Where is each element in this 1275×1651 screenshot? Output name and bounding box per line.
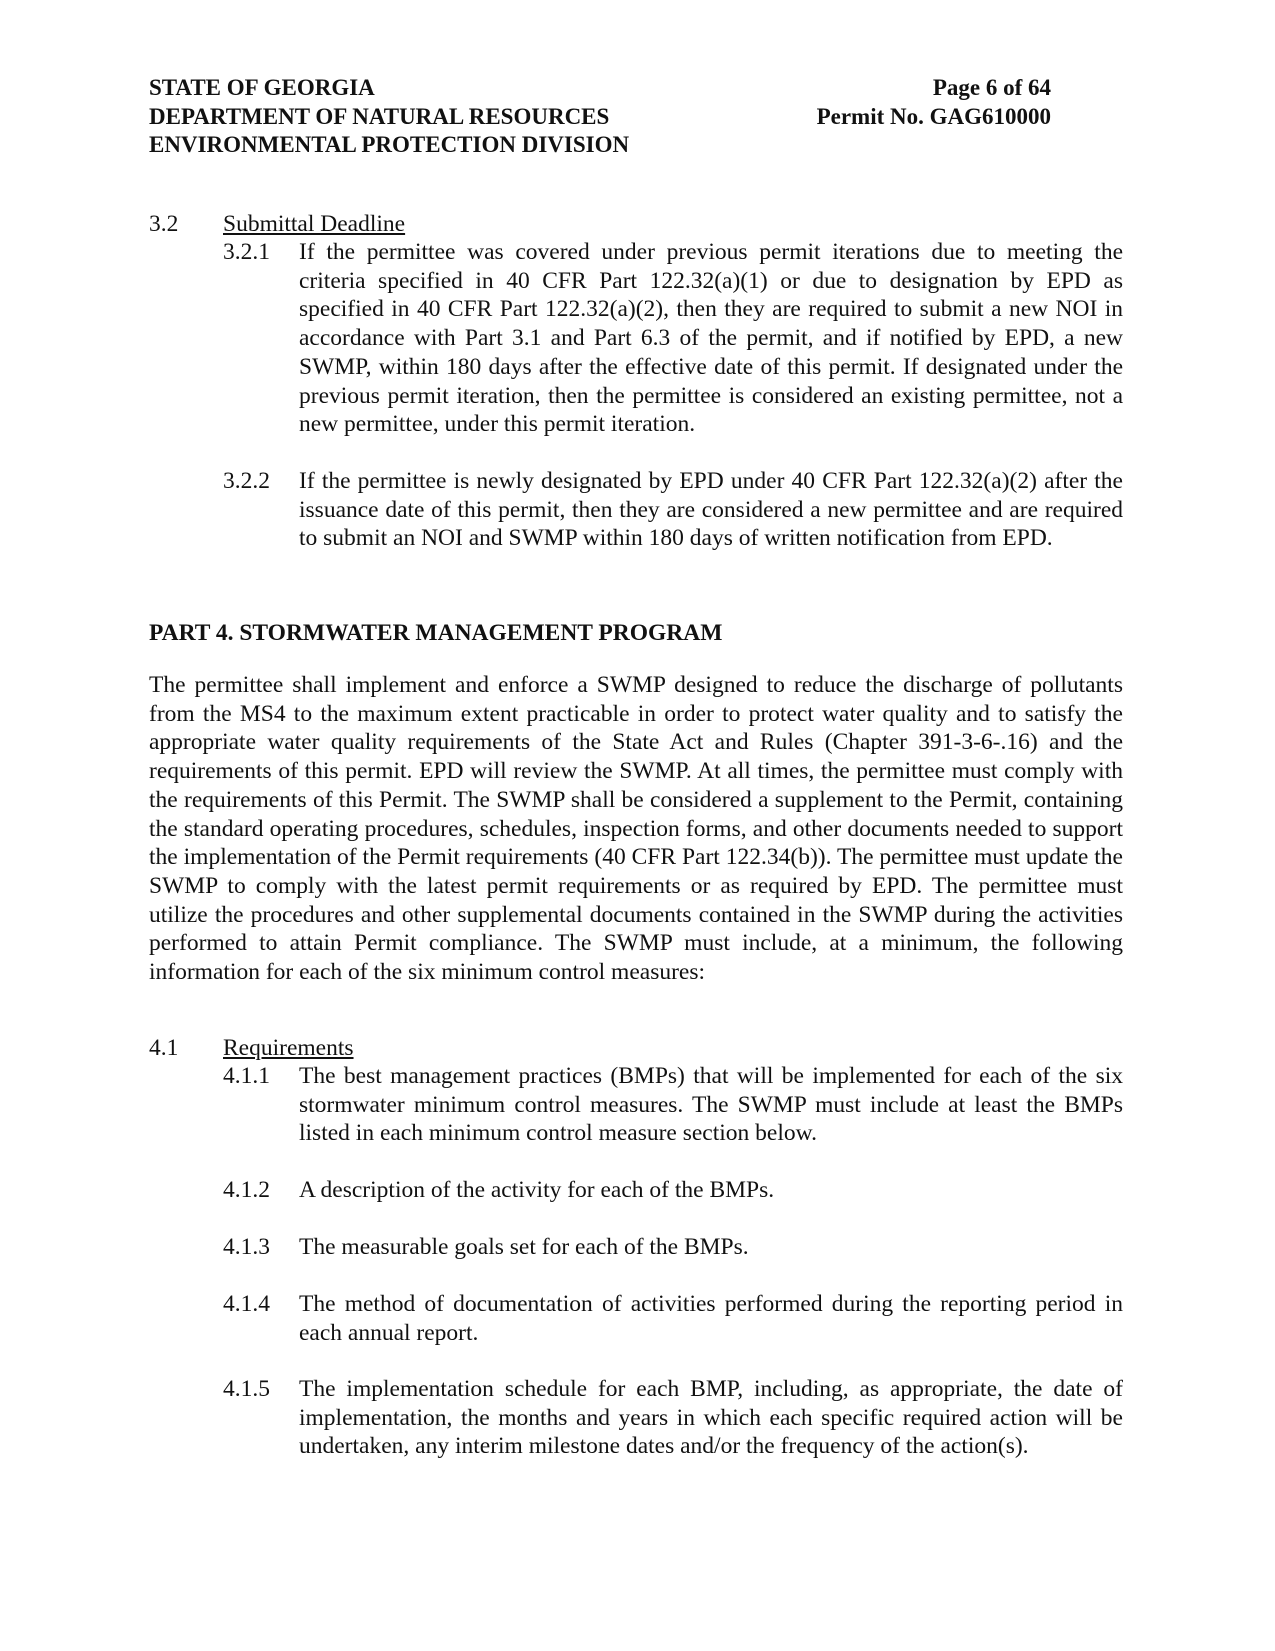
item-number: 4.1.2 [223, 1177, 270, 1203]
item-number: 3.2.1 [223, 239, 270, 265]
item-4-1-2 [223, 1176, 1123, 1205]
header-division: ENVIRONMENTAL PROTECTION DIVISION [149, 132, 630, 157]
item-4-1-1 [223, 1062, 1123, 1148]
part-4-heading: PART 4. STORMWATER MANAGEMENT PROGRAM [149, 620, 723, 646]
item-3-2-1 [223, 238, 1123, 439]
header-agency-block [149, 74, 629, 160]
section-number-3-2: 3.2 [149, 211, 179, 237]
page-number: Page 6 of 64 [932, 75, 1051, 100]
item-text: The best management practices (BMPs) that will be implemented for each of the six stormwater minimum control measures. The SWMP must include at least the BMPs listed in each minimum control measure section below. [299, 1063, 1123, 1147]
item-text: If the permittee was covered under previous permit iterations due to meeting the criteria specified in 40 CFR Part 122.32(a)(1) or due to designation by EPD as specified in 40 CFR Part 122.32(a)(2), then they are required to submit a new NOI in accordance with Part 3.1 and Part 6.3 of the permit, and if notified by EPD, a new SWMP, within 180 days after the effective date of this permit. If designated under the previous permit iteration, then the permittee is considered an existing permittee, not a new permittee, under this permit iteration. [299, 239, 1123, 438]
item-4-1-5 [223, 1375, 1123, 1461]
item-number: 4.1.5 [223, 1376, 270, 1402]
item-number: 4.1.3 [223, 1234, 270, 1260]
header-page-block [817, 74, 1051, 131]
header-department: DEPARTMENT OF NATURAL RESOURCES [149, 103, 610, 129]
item-text: A description of the activity for each of the BMPs. [299, 1177, 775, 1203]
item-4-1-3 [223, 1233, 1123, 1262]
section-number-4-1: 4.1 [149, 1035, 179, 1061]
item-3-2-2 [223, 467, 1123, 553]
item-4-1-4 [223, 1290, 1123, 1347]
item-text: The method of documentation of activities performed during the reporting period in each annual report. [299, 1291, 1123, 1346]
header-state: STATE OF GEORGIA [149, 75, 375, 100]
item-text: The measurable goals set for each of the BMPs. [299, 1234, 749, 1260]
section-title-requirements: Requirements [223, 1035, 354, 1061]
item-text: The implementation schedule for each BMP, including, as appropriate, the date of implementation, the months and years in which each specific required action will be undertaken, any interim milestone dates and/or the frequency of the action(s). [299, 1376, 1123, 1460]
item-number: 4.1.4 [223, 1291, 270, 1317]
part-4-intro-paragraph: The permittee shall implement and enforce a SWMP designed to reduce the discharge of pollutants from the MS4 to the maximum extent practicable in order to protect water quality and to satisfy the appropriate water quality requirements of the State Act and Rules (Chapter 391-3-6-.16) and the requirements of this permit. EPD will review the SWMP. At all times, the permittee must comply with the requirements of this Permit. The SWMP shall be considered a supplement to the Permit, containing the standard operating procedures, schedules, inspection forms, and other documents needed to support the implementation of the Permit requirements (40 CFR Part 122.34(b)). The permittee must update the SWMP to comply with the latest permit requirements or as required by EPD. The permittee must utilize the procedures and other supplemental documents contained in the SWMP during the activities performed to attain Permit compliance. The SWMP must include, at a minimum, the following information for each of the six minimum control measures: [149, 672, 1123, 986]
item-number: 3.2.2 [223, 468, 270, 494]
section-title-submittal-deadline: Submittal Deadline [223, 211, 406, 237]
item-number: 4.1.1 [223, 1063, 270, 1089]
item-text: If the permittee is newly designated by EPD under 40 CFR Part 122.32(a)(2) after the issuance date of this permit, then they are considered a new permittee and are required to submit an NOI and SWMP within 180 days of written notification from EPD. [299, 468, 1123, 552]
permit-number: Permit No. GAG610000 [816, 103, 1051, 129]
